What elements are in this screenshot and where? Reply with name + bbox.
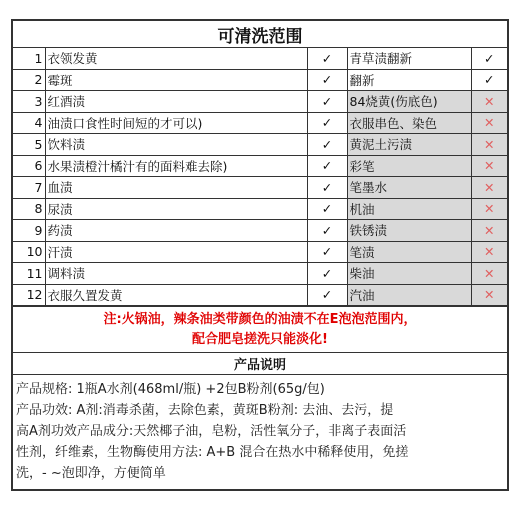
row-number: 12 xyxy=(13,284,45,306)
cross-mark-icon: ✕ xyxy=(471,263,507,285)
row-number: 10 xyxy=(13,241,45,263)
cleanable-item: 尿渍 xyxy=(45,198,307,220)
cross-mark-icon: ✕ xyxy=(471,155,507,177)
row-number: 5 xyxy=(13,134,45,156)
table-row xyxy=(13,69,507,91)
cleanable-item: 衣服久置发黄 xyxy=(45,284,307,306)
other-item: 笔渍 xyxy=(347,241,471,263)
check-mark-icon: ✓ xyxy=(307,69,347,91)
table-row xyxy=(13,155,507,177)
table-row xyxy=(13,198,507,220)
table-row xyxy=(13,241,507,263)
cross-mark-icon: ✕ xyxy=(471,284,507,306)
table-row xyxy=(13,112,507,134)
check-mark-icon: ✓ xyxy=(471,48,507,69)
other-item: 柴油 xyxy=(347,263,471,285)
product-section-title: 产品说明 xyxy=(13,352,507,374)
cross-mark-icon: ✕ xyxy=(471,91,507,113)
check-mark-icon: ✓ xyxy=(307,241,347,263)
table-row xyxy=(13,263,507,285)
warning-line-1: 注:火锅油，辣条油类带颜色的油渍不在E泡泡范围内， xyxy=(103,312,417,327)
table-row xyxy=(13,91,507,113)
other-item: 彩笔 xyxy=(347,155,471,177)
cleanable-item: 水果渍橙汁橘汁有的面料难去除) xyxy=(45,155,307,177)
cross-mark-icon: ✕ xyxy=(471,241,507,263)
other-item: 笔墨水 xyxy=(347,177,471,199)
cleanable-item: 药渍 xyxy=(45,220,307,242)
warning-note xyxy=(13,306,507,352)
check-mark-icon: ✓ xyxy=(307,134,347,156)
description-line: 产品功效: A剂:消毒杀菌，去除色素，黄斑B粉剂: 去油、去污，提 xyxy=(16,403,394,418)
description-line: 性剂，纤维素，生物酶使用方法: A+B 混合在热水中稀释使用，免搓 xyxy=(16,445,409,460)
check-mark-icon: ✓ xyxy=(471,69,507,91)
row-number: 6 xyxy=(13,155,45,177)
cleanable-item: 调料渍 xyxy=(45,263,307,285)
cross-mark-icon: ✕ xyxy=(471,134,507,156)
table-row xyxy=(13,134,507,156)
cleanable-item: 衣领发黄 xyxy=(45,48,307,69)
row-number: 7 xyxy=(13,177,45,199)
stain-range-sheet xyxy=(11,19,509,491)
cross-mark-icon: ✕ xyxy=(471,177,507,199)
cross-mark-icon: ✕ xyxy=(471,112,507,134)
table-row xyxy=(13,177,507,199)
cleanable-item: 饮料渍 xyxy=(45,134,307,156)
row-number: 1 xyxy=(13,48,45,69)
other-item: 翻新 xyxy=(347,69,471,91)
check-mark-icon: ✓ xyxy=(307,177,347,199)
check-mark-icon: ✓ xyxy=(307,198,347,220)
check-mark-icon: ✓ xyxy=(307,284,347,306)
description-line: 洗，- ~泡即净，方便简单 xyxy=(16,466,166,481)
check-mark-icon: ✓ xyxy=(307,112,347,134)
check-mark-icon: ✓ xyxy=(307,91,347,113)
check-mark-icon: ✓ xyxy=(307,155,347,177)
cleanable-item: 霉斑 xyxy=(45,69,307,91)
cross-mark-icon: ✕ xyxy=(471,220,507,242)
check-mark-icon: ✓ xyxy=(307,220,347,242)
other-item: 机油 xyxy=(347,198,471,220)
cleanable-item: 血渍 xyxy=(45,177,307,199)
check-mark-icon: ✓ xyxy=(307,263,347,285)
check-mark-icon: ✓ xyxy=(307,48,347,69)
row-number: 9 xyxy=(13,220,45,242)
table-row xyxy=(13,48,507,69)
description-line: 产品规格: 1瓶A水剂(468ml/瓶) +2包B粉剂(65g/包) xyxy=(16,382,325,397)
cleanable-item: 油渍口食性时间短的才可以) xyxy=(45,112,307,134)
other-item: 黄泥土污渍 xyxy=(347,134,471,156)
table-row xyxy=(13,220,507,242)
other-item: 衣服串色、染色 xyxy=(347,112,471,134)
other-item: 汽油 xyxy=(347,284,471,306)
description-line: 高A剂功效产品成分:天然椰子油，皂粉，活性氧分子，非离子表面活 xyxy=(16,424,407,439)
row-number: 3 xyxy=(13,91,45,113)
row-number: 2 xyxy=(13,69,45,91)
stain-table xyxy=(13,48,507,306)
row-number: 4 xyxy=(13,112,45,134)
row-number: 11 xyxy=(13,263,45,285)
other-item: 铁锈渍 xyxy=(347,220,471,242)
other-item: 84烧黄(伤底色) xyxy=(347,91,471,113)
sheet-title: 可清洗范围 xyxy=(13,21,507,48)
cleanable-item: 红酒渍 xyxy=(45,91,307,113)
product-description xyxy=(13,374,507,489)
other-item: 青草渍翻新 xyxy=(347,48,471,69)
table-row xyxy=(13,284,507,306)
cleanable-item: 汗渍 xyxy=(45,241,307,263)
warning-line-2: 配合肥皂搓洗只能淡化! xyxy=(192,332,328,347)
row-number: 8 xyxy=(13,198,45,220)
cross-mark-icon: ✕ xyxy=(471,198,507,220)
